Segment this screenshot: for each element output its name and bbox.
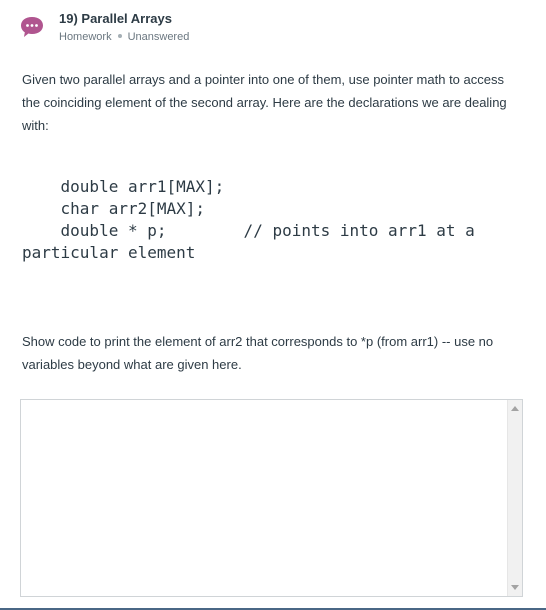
answer-textarea[interactable] xyxy=(21,400,507,596)
separator-dot xyxy=(118,34,122,38)
question-status: Unanswered xyxy=(127,31,190,43)
question-type: Homework xyxy=(59,31,112,43)
question-title: 19) Parallel Arrays xyxy=(59,11,172,26)
chat-bubble-icon xyxy=(20,16,44,38)
scroll-up-arrow-icon[interactable] xyxy=(511,406,519,411)
question-prompt: Given two parallel arrays and a pointer into one of them, use pointer math to access the coinciding element of the second array. Here are the declarations we are dealing with: xyxy=(22,72,507,133)
answer-scrollbar[interactable] xyxy=(507,400,522,596)
scroll-down-arrow-icon[interactable] xyxy=(511,585,519,590)
code-declarations: double arr1[MAX]; char arr2[MAX]; double * p; // points into arr1 at a particular element xyxy=(22,177,475,262)
question-meta xyxy=(59,31,189,43)
answer-box xyxy=(20,399,523,597)
question-instruction: Show code to print the element of arr2 that corresponds to *p (from arr1) -- use no variables beyond what are given here. xyxy=(22,334,494,372)
question-header xyxy=(20,10,520,50)
